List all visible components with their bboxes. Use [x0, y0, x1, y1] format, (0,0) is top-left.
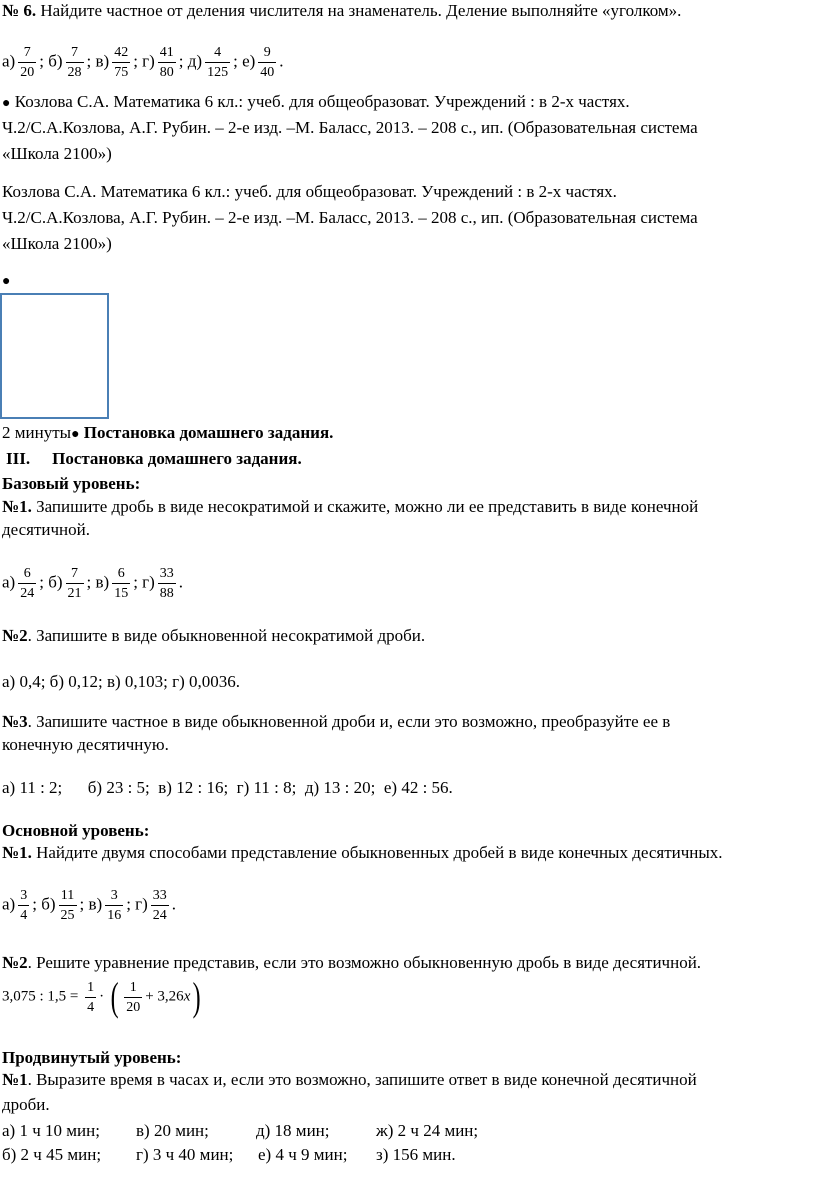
- fraction: $\frac{33}{24}$: [152, 888, 167, 923]
- advanced-task1-row-1: а) 1 ч 10 мин; в) 20 мин; д) 18 мин; ж) 2 ч 24 мин;: [2, 1121, 479, 1140]
- bullet-icon: ●: [71, 427, 80, 442]
- basic-task2: №2. Запишите в виде обыкновенной несократимой дроби.: [2, 626, 426, 645]
- main-task1-fractions: а) $\frac{3}{4}$ ; б) $\frac{11}{25}$ ; в) $\frac{3}{16}$ ; г) $\frac{33}{24}$ .: [2, 888, 177, 923]
- fraction-label: ; б): [39, 51, 63, 71]
- bullet-icon: ●: [2, 96, 11, 111]
- fraction: $\frac{7}{21}$: [67, 566, 82, 601]
- advanced-task1-row-2: б) 2 ч 45 мин; г) 3 ч 40 мин; е) 4 ч 9 мин; з) 156 мин.: [2, 1145, 456, 1164]
- basic-task3-line-1: №3. Запишите частное в виде обыкновенной дроби и, если это возможно, преобразуйте ее в: [2, 712, 671, 731]
- reference-2-line-1: Козлова С.А. Математика 6 кл.: учеб. для общеобразоват. Учреждений : в 2-х частях.: [2, 182, 617, 201]
- fraction-label: ; д): [178, 51, 203, 71]
- main-task1: №1. Найдите двумя способами представление обыкновенных дробей в виде конечных десятичных.: [2, 843, 723, 862]
- basic-task3-items: а) 11 : 2; б) 23 : 5; в) 12 : 16; г) 11 : 8; д) 13 : 20; е) 42 : 56.: [2, 778, 453, 797]
- reference-1-line-2: Ч.2/С.А.Козлова, А.Г. Рубин. – 2-е изд. –М. Баласс, 2013. – 208 с., ип. (Образовательная система: [2, 118, 698, 137]
- stage-heading: III. Постановка домашнего задания.: [6, 449, 302, 468]
- fraction-label: а): [2, 51, 16, 71]
- fraction: $\frac{4}{125}$: [207, 45, 229, 80]
- reference-1-line-1: ● Козлова С.А. Математика 6 кл.: учеб. для общеобразоват. Учреждений : в 2-х частях.: [2, 92, 630, 111]
- fraction: $\frac{33}{88}$: [159, 566, 174, 601]
- fraction: $\frac{6}{24}$: [20, 566, 35, 601]
- fraction: $\frac{1}{20}$: [126, 979, 141, 1015]
- main-task2: №2. Решите уравнение представив, если это возможно обыкновенную дробь в виде десятичной.: [2, 953, 702, 972]
- left-paren: (: [110, 974, 119, 1019]
- fraction: $\frac{3}{4}$: [20, 888, 28, 923]
- task6-number: № 6.: [2, 1, 37, 20]
- reference-2-line-3: «Школа 2100»): [2, 234, 112, 253]
- main-level-heading: Основной уровень:: [2, 821, 150, 840]
- fraction: $\frac{11}{25}$: [60, 888, 75, 923]
- task6-text: Найдите частное от деления числителя на знаменатель. Деление выполняйте «уголком».: [36, 1, 682, 20]
- task6-statement: [2, 1, 681, 21]
- basic-task1-line-2: десятичной.: [2, 520, 91, 539]
- advanced-level-heading: Продвинутый уровень:: [2, 1048, 182, 1067]
- basic-task1-line-1: №1. Запишите дробь в виде несократимой и скажите, можно ли ее представить в виде конечной: [2, 497, 699, 516]
- advanced-task1-line-1: №1. Выразите время в часах и, если это возможно, запишите ответ в виде конечной десятичной: [2, 1070, 697, 1089]
- fraction-label: ; в): [86, 51, 110, 71]
- image-placeholder-frame: [0, 293, 109, 419]
- basic-task3-line-2: конечную десятичную.: [2, 735, 169, 754]
- task6-fractions: а) $\frac{7}{20}$ ; б) $\frac{7}{28}$ ; в) $\frac{42}{75}$ ; г) $\frac{41}{80}$ ; д) $\frac{4}{125}$ ; е) $\frac{9}{40}$ .: [2, 45, 284, 80]
- equation: 3,075 : 1,5 = $\frac{1}{4}$ · ( $\frac{1}{20}$ + 3,26x): [2, 974, 202, 1019]
- fraction: $\frac{1}{4}$: [87, 979, 95, 1015]
- fraction-label: ; г): [133, 51, 155, 71]
- basic-task2-items: а) 0,4; б) 0,12; в) 0,103; г) 0,0036.: [2, 672, 241, 691]
- stage-time-line: 2 минуты● Постановка домашнего задания.: [2, 423, 334, 442]
- bullet-icon: ●: [2, 274, 11, 289]
- fraction: $\frac{7}{20}$: [20, 45, 35, 80]
- fraction: $\frac{41}{80}$: [159, 45, 174, 80]
- reference-2-line-2: Ч.2/С.А.Козлова, А.Г. Рубин. – 2-е изд. –М. Баласс, 2013. – 208 с., ип. (Образовательная система: [2, 208, 698, 227]
- right-paren: ): [193, 974, 202, 1019]
- fraction: $\frac{42}{75}$: [114, 45, 129, 80]
- reference-1-line-3: «Школа 2100»): [2, 144, 112, 163]
- fraction: $\frac{6}{15}$: [114, 566, 129, 601]
- advanced-task1-line-2: дроби.: [2, 1095, 50, 1114]
- fraction: $\frac{9}{40}$: [260, 45, 275, 80]
- fraction: $\frac{3}{16}$: [107, 888, 122, 923]
- fraction: $\frac{7}{28}$: [67, 45, 82, 80]
- basic-task1-fractions: а) $\frac{6}{24}$ ; б) $\frac{7}{21}$ ; в) $\frac{6}{15}$ ; г) $\frac{33}{88}$ .: [2, 566, 184, 601]
- fraction-label: ; е): [233, 51, 256, 71]
- basic-level-heading: Базовый уровень:: [2, 474, 141, 493]
